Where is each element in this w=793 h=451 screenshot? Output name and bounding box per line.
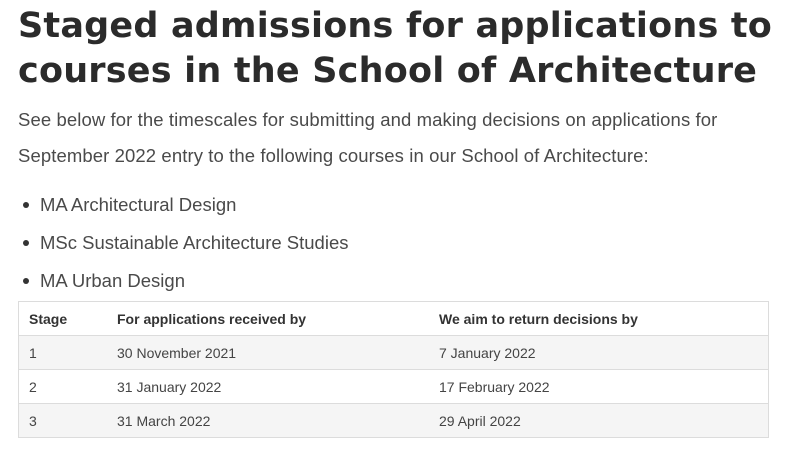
- page-title-line-1: Staged admissions for applications to: [18, 6, 773, 46]
- intro-paragraph: [18, 102, 770, 174]
- course-list: [18, 186, 770, 300]
- table-row: [19, 404, 769, 438]
- page-title: [18, 0, 773, 94]
- cell-decision-by: 29 April 2022: [429, 404, 769, 438]
- course-name: MA Urban Design: [40, 270, 185, 291]
- list-item: [40, 262, 770, 300]
- cell-decision-by: 7 January 2022: [429, 336, 769, 370]
- table-row: [19, 336, 769, 370]
- table-row: [19, 370, 769, 404]
- table-header-row: [19, 302, 769, 336]
- course-name: MSc Sustainable Architecture Studies: [40, 232, 349, 253]
- cell-received-by: 31 March 2022: [107, 404, 429, 438]
- intro-line-1: See below for the timescales for submitting and making decisions on applications for: [18, 109, 718, 130]
- intro-line-2: September 2022 entry to the following courses in our School of Architecture:: [18, 145, 649, 166]
- header-decision-by: We aim to return decisions by: [429, 302, 769, 336]
- staged-admissions-table: [18, 301, 769, 438]
- page-content: [18, 0, 773, 429]
- cell-stage: 2: [19, 370, 108, 404]
- bullet-icon: [23, 240, 29, 246]
- cell-received-by: 30 November 2021: [107, 336, 429, 370]
- bullet-icon: [23, 278, 29, 284]
- bullet-icon: [23, 202, 29, 208]
- cell-decision-by: 17 February 2022: [429, 370, 769, 404]
- cell-stage: 3: [19, 404, 108, 438]
- header-received-by: For applications received by: [107, 302, 429, 336]
- list-item: [40, 186, 770, 224]
- list-item: [40, 224, 770, 262]
- header-stage: Stage: [19, 302, 108, 336]
- course-name: MA Architectural Design: [40, 194, 237, 215]
- cell-stage: 1: [19, 336, 108, 370]
- page-title-line-2: courses in the School of Architecture: [18, 51, 758, 91]
- cell-received-by: 31 January 2022: [107, 370, 429, 404]
